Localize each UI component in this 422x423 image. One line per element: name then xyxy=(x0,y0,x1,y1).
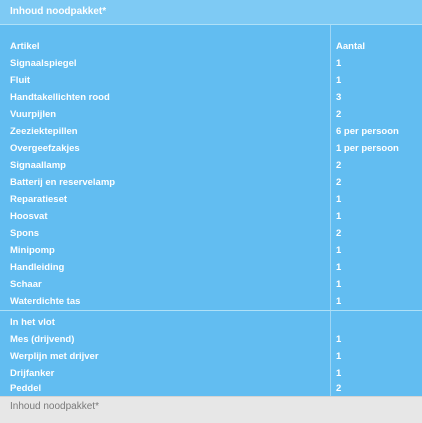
item-quantity: 1 xyxy=(336,245,342,256)
item-quantity: 2 xyxy=(336,228,342,239)
item-name: Peddel xyxy=(10,383,42,394)
table-row xyxy=(0,106,422,123)
table-row xyxy=(0,331,422,348)
row-divider xyxy=(0,24,422,25)
table-row xyxy=(0,174,422,191)
table-row xyxy=(0,208,422,225)
table-row xyxy=(0,157,422,174)
table-caption-row xyxy=(0,0,422,24)
item-name: Vuurpijlen xyxy=(10,109,57,120)
item-quantity: 2 xyxy=(336,383,342,394)
footer-caption: Inhoud noodpakket* xyxy=(10,401,99,412)
item-quantity: 1 xyxy=(336,296,342,307)
table-row xyxy=(0,55,422,72)
item-quantity: 1 xyxy=(336,211,342,222)
item-name: Waterdichte tas xyxy=(10,296,81,307)
item-name: Batterij en reservelamp xyxy=(10,177,116,188)
header-aantal: Aantal xyxy=(336,41,366,52)
item-quantity: 1 xyxy=(336,75,342,86)
item-name: Signaallamp xyxy=(10,160,66,171)
item-name: Signaalspiegel xyxy=(10,58,77,69)
item-quantity: 1 xyxy=(336,334,342,345)
item-quantity: 2 xyxy=(336,109,342,120)
item-name: Werplijn met drijver xyxy=(10,351,99,362)
table-row xyxy=(0,380,422,397)
table-row xyxy=(0,276,422,293)
item-name: Fluit xyxy=(10,75,31,86)
item-quantity: 3 xyxy=(336,92,342,103)
item-quantity: 2 xyxy=(336,177,342,188)
table-footer-caption-row xyxy=(0,396,422,423)
item-name: Mes (drijvend) xyxy=(10,334,75,345)
row-divider xyxy=(0,310,422,311)
section-header-row xyxy=(0,314,422,331)
table-row xyxy=(0,348,422,365)
table-row xyxy=(0,242,422,259)
table-header-row xyxy=(0,38,422,55)
header-artikel: Artikel xyxy=(10,41,40,52)
item-name: Hoosvat xyxy=(10,211,48,222)
table-row xyxy=(0,72,422,89)
item-name: Drijfanker xyxy=(10,368,55,379)
item-name: Zeeziektepillen xyxy=(10,126,78,137)
item-name: Handleiding xyxy=(10,262,65,273)
item-name: Overgeefzakjes xyxy=(10,143,80,154)
item-quantity: 1 xyxy=(336,368,342,379)
item-quantity: 6 per persoon xyxy=(336,126,399,137)
table-row xyxy=(0,89,422,106)
item-quantity: 1 xyxy=(336,194,342,205)
item-name: Reparatieset xyxy=(10,194,68,205)
table-row xyxy=(0,123,422,140)
section-title: In het vlot xyxy=(10,317,55,328)
item-name: Handtakellichten rood xyxy=(10,92,110,103)
table-row xyxy=(0,191,422,208)
item-name: Spons xyxy=(10,228,40,239)
item-quantity: 2 xyxy=(336,160,342,171)
table-row xyxy=(0,259,422,276)
table-row xyxy=(0,140,422,157)
item-quantity: 1 xyxy=(336,58,342,69)
item-name: Schaar xyxy=(10,279,42,290)
item-name: Minipomp xyxy=(10,245,55,256)
item-quantity: 1 per persoon xyxy=(336,143,399,154)
item-quantity: 1 xyxy=(336,279,342,290)
item-quantity: 1 xyxy=(336,351,342,362)
item-quantity: 1 xyxy=(336,262,342,273)
table-row xyxy=(0,293,422,310)
table-row xyxy=(0,225,422,242)
table-caption: Inhoud noodpakket* xyxy=(10,6,107,17)
